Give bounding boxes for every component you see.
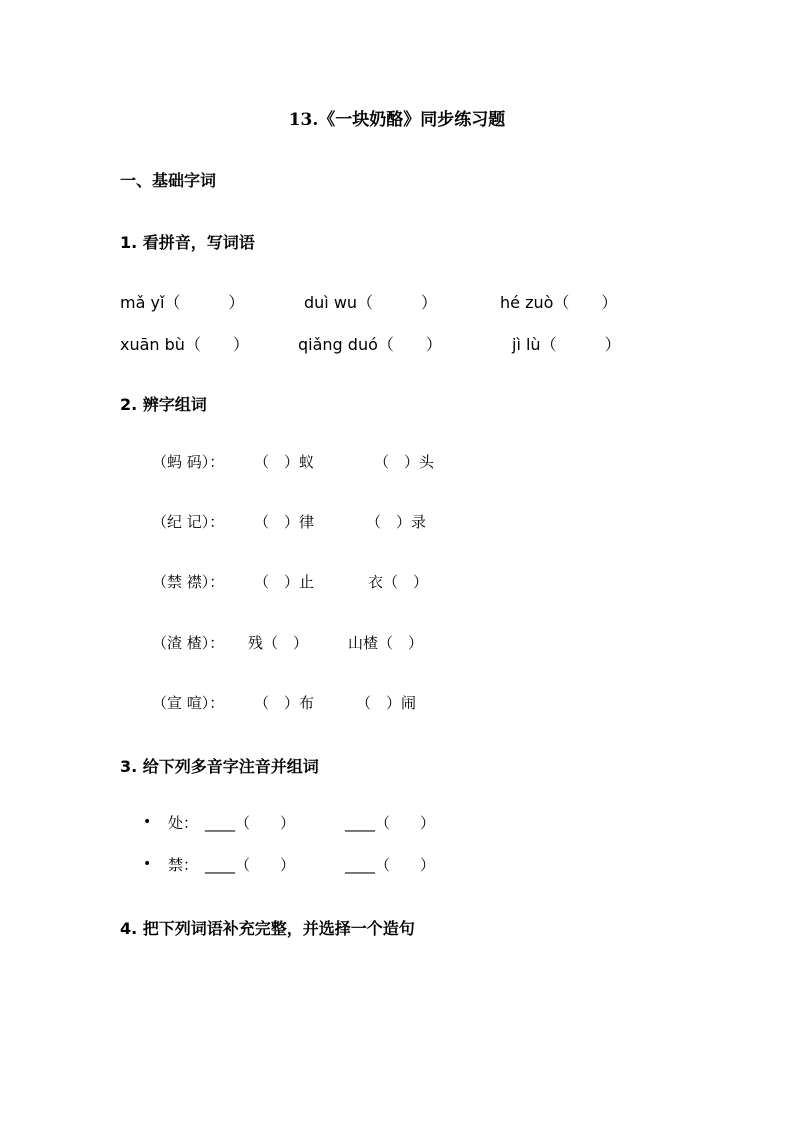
question-4-heading: 4. 把下列词语补充完整，并选择一个造句 [120,919,415,938]
question-3-heading: 3. 给下列多音字注音并组词 [120,757,319,776]
polyphone-label: 处： [168,814,199,832]
char-pair-label: （宣 喧）： [152,694,225,712]
word-blank: （ ）律 [254,513,315,531]
word-blank: （ ）闹 [356,694,417,712]
pinyin-blank: ____（ ） [345,856,436,874]
word-blank: （ ）蚁 [254,453,315,471]
pinyin-item: xuān bù（ ） [120,335,249,354]
char-pair-label: （渣 楂）： [152,634,225,652]
word-blank: （ ）止 [254,573,315,591]
pinyin-blank: ____（ ） [345,814,436,832]
word-blank: （ ）布 [254,694,315,712]
pinyin-item: duì wu（ ） [304,293,438,312]
word-blank: （ ）录 [366,513,427,531]
pinyin-item: mǎ yǐ（ ） [120,293,245,312]
page-title: 13.《一块奶酪》同步练习题 [288,110,506,130]
word-blank: 山楂（ ） [348,634,424,652]
pinyin-item: jì lù（ ） [512,335,621,354]
question-1-heading: 1. 看拼音，写词语 [120,233,255,252]
pinyin-item: qiǎng duó（ ） [298,335,442,354]
pinyin-blank: ____（ ） [205,814,296,832]
word-blank: （ ）头 [374,453,435,471]
pinyin-blank: ____（ ） [205,856,296,874]
char-pair-label: （纪 记）： [152,513,225,531]
bullet-icon: • [143,856,152,872]
char-pair-label: （禁 襟）： [152,573,225,591]
section-heading-basics: 一、基础字词 [120,171,217,190]
pinyin-item: hé zuò（ ） [500,293,618,312]
question-2-heading: 2. 辨字组词 [120,395,207,414]
char-pair-label: （蚂 码）： [152,453,225,471]
polyphone-label: 禁： [168,856,199,874]
bullet-icon: • [143,814,152,830]
word-blank: 残（ ） [248,634,309,652]
word-blank: 衣（ ） [368,573,429,591]
